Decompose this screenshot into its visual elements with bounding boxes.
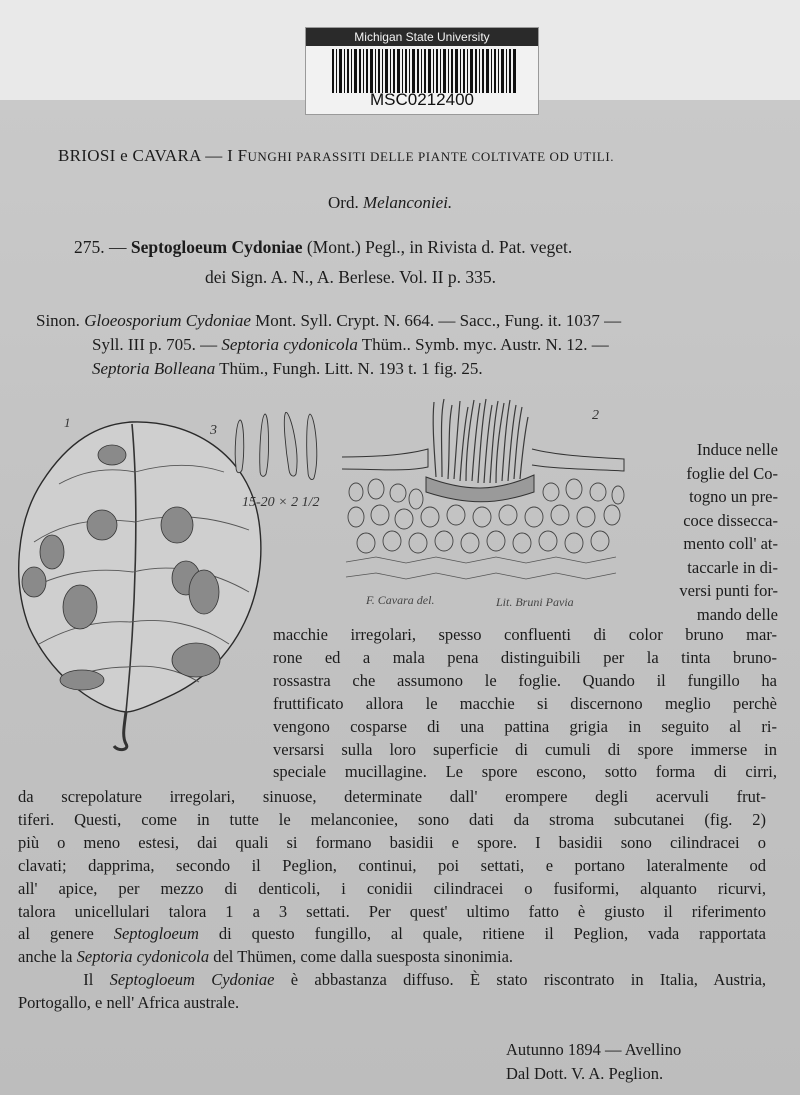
entry-title	[74, 237, 572, 258]
description-body-full	[18, 786, 766, 1015]
description-line: foglie del Co-	[686, 463, 778, 483]
barcode-label	[305, 27, 539, 115]
description-line: togno un pre-	[689, 487, 778, 506]
stroma-section-illustration	[336, 397, 636, 617]
description-line: più o meno estesi, dai quali si formano basidii e spore. I basidii sono cilindracei o	[18, 832, 766, 852]
description-line: talora unicellulari talora 1 a 3 settati. Per quest' ultimo fatto è giusto il riferimento	[18, 901, 766, 921]
page-header	[58, 146, 614, 166]
figure-label-1: 1	[64, 415, 71, 430]
synonym-3-ref: Thüm., Fungh. Litt. N. 193 t. 1 fig. 25.	[215, 359, 483, 378]
header-authors: BRIOSI e CAVARA	[58, 146, 201, 165]
description-line: all' apice, per mezzo di denticoli, i conidii cilindracei o fusiformi, alquanto ricurvi,	[18, 878, 766, 898]
order-heading	[328, 193, 452, 213]
dist-line-name: Septogloeum Cydoniae	[109, 970, 275, 990]
description-line: versarsi sulla loro superficie di cumuli di spore immerse in	[273, 739, 777, 759]
description-line	[18, 923, 766, 946]
description-line: da screpolature irregolari, sinuose, determinate dall' erompere degli acervuli frut-	[18, 787, 766, 806]
description-line: rone ed a mala pena distinguibili per la tinta bruno-	[273, 647, 777, 667]
header-title: UNGHI PARASSITI DELLE PIANTE COLTIVATE OD UTILI.	[247, 149, 615, 164]
description-line	[18, 946, 766, 969]
synonym-line-2	[92, 335, 609, 355]
dist-line-post: è abbastanza diffuso. È stato riscontrato in Italia, Austria,	[274, 970, 767, 990]
order-name: Melanconiei.	[362, 193, 453, 212]
description-line: coce dissecca-	[683, 510, 778, 530]
figure-label-3: 3	[210, 423, 217, 438]
signature-author: Dal Dott. V. A. Peglion.	[506, 1064, 664, 1083]
description-line: rossastra che assumono le foglie. Quando il fungillo ha	[273, 670, 777, 690]
header-title-initial: F	[237, 146, 248, 165]
figure-label-2: 2	[592, 408, 599, 423]
synonym-2-ref: Thüm.. Symb. myc. Austr. N. 12. —	[357, 335, 609, 354]
figure-credit-artist: F. Cavara del.	[366, 593, 435, 607]
description-body-narrow	[273, 624, 777, 784]
description-line: mento coll' at-	[683, 534, 778, 553]
genus-line-post: di questo fungillo, al quale, ritiene il Peglion, vada rapportata	[198, 924, 766, 944]
synonym-2-name: Septoria cydonicola	[221, 335, 358, 354]
septoria-line-post: del Thümen, come dalla suesposta sinonimia.	[209, 947, 514, 967]
synonym-3-name: Septoria Bolleana	[92, 359, 216, 378]
figure-credit-litho: Lit. Bruni Pavia	[496, 595, 574, 609]
description-line: Portogallo, e nell' Africa australe.	[18, 993, 240, 1013]
description-line: mando delle	[696, 604, 778, 624]
septoria-line-name: Septoria cydonicola	[76, 947, 210, 967]
description-line: Induce nelle	[696, 440, 778, 459]
description-line: tiferi. Questi, come in tutte le melanconiee, sono dati da stroma subcutanei (fig. 2)	[18, 809, 766, 829]
description-line: clavati; dapprima, secondo il Peglion, continui, poi settati, e portano lateralmente od	[18, 855, 766, 875]
synonym-1-name: Gloeosporium Cydoniae	[84, 311, 251, 330]
description-line: vengono cosparse di una pattina grigia in seguito al ri-	[273, 716, 777, 736]
synonym-label: Sinon.	[36, 311, 85, 330]
figure-measure: 15-20 × 2 1/2	[242, 495, 320, 510]
septoria-line-pre: anche la	[18, 947, 77, 967]
description-line: speciale mucillagine. Le spore escono, sotto forma di cirri,	[273, 762, 777, 782]
entry-number: 275. —	[74, 237, 131, 257]
species-name: Septogloeum Cydoniae	[130, 237, 303, 257]
entry-citation-2: dei Sign. A. N., A. Berlese. Vol. II p. 335.	[205, 267, 497, 287]
synonym-line-2-ref: Syll. III p. 705. —	[92, 335, 222, 354]
barcode-icon	[332, 49, 517, 93]
description-side-column	[640, 438, 778, 626]
description-line	[18, 969, 766, 992]
dist-line-pre: Il	[83, 970, 110, 990]
order-prefix: Ord.	[328, 193, 363, 212]
barcode-institution: Michigan State University	[306, 28, 538, 46]
entry-citation-1: (Mont.) Pegl., in Rivista d. Pat. veget.	[302, 237, 573, 257]
description-line: taccarle in di-	[687, 557, 778, 577]
description-line: fruttificato allora le macchie si discernono meglio perchè	[273, 693, 777, 713]
synonym-1-ref: Mont. Syll. Crypt. N. 664. — Sacc., Fung. it. 1037 —	[250, 311, 622, 330]
synonym-line-3	[92, 359, 483, 379]
header-dash: — I	[200, 146, 238, 165]
genus-line-name: Septogloeum	[113, 924, 199, 944]
description-line: macchie irregolari, spesso confluenti di color bruno mar-	[273, 625, 777, 644]
synonym-line-1	[36, 311, 621, 331]
barcode-number: MSC0212400	[370, 90, 474, 109]
description-line: versi punti for-	[679, 581, 778, 600]
signature-date-place: Autunno 1894 — Avellino	[506, 1040, 682, 1059]
genus-line-pre: al genere	[18, 924, 114, 944]
